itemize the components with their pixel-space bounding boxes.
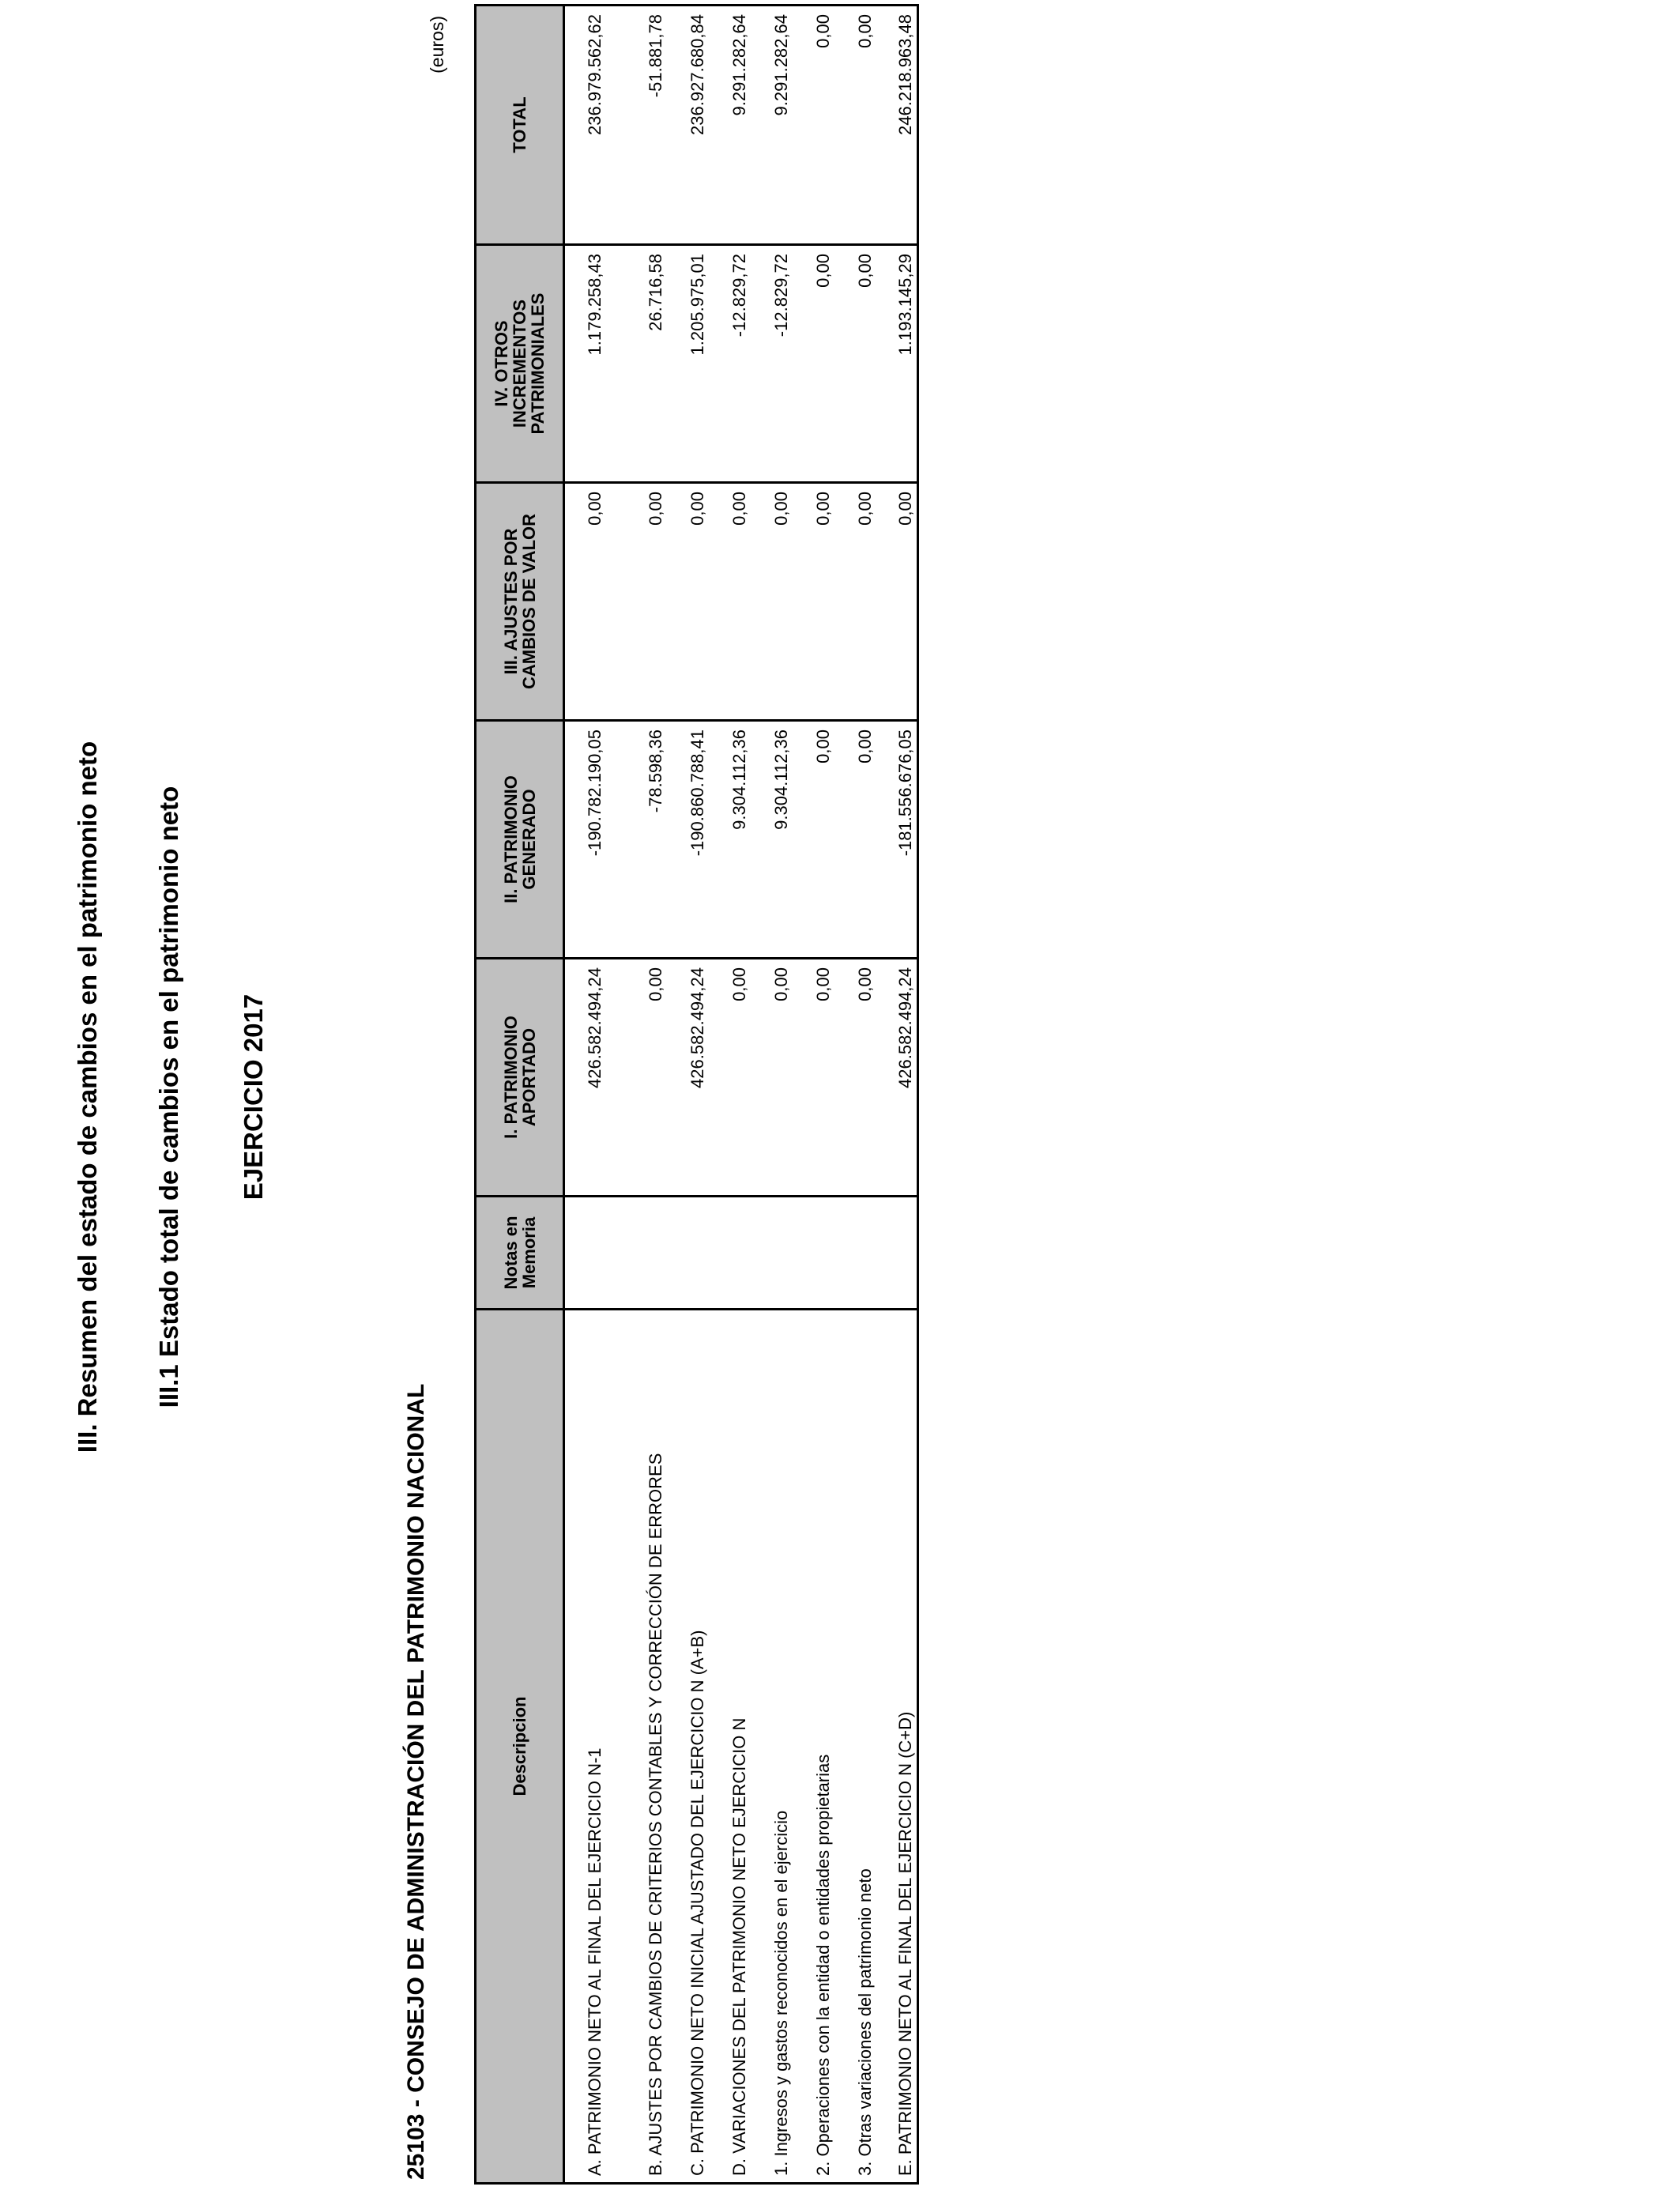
report-title: III. Resumen del estado de cambios en el patrimonio neto <box>73 741 102 1453</box>
row-generado: -78.598,36 <box>606 721 667 959</box>
row-notes <box>834 1197 876 1310</box>
row-generado: 0,00 <box>793 721 834 959</box>
currency-units: (euros) <box>427 16 447 74</box>
row-ajustes: 0,00 <box>606 483 667 721</box>
row-notes <box>667 1197 709 1310</box>
row-description: 3. Otras variaciones del patrimonio neto <box>834 1310 876 2184</box>
row-ajustes: 0,00 <box>793 483 834 721</box>
row-total: 246.218.963,48 <box>876 6 918 245</box>
entity-name: 25103 - CONSEJO DE ADMINISTRACIÓN DEL PATRIMONIO NACIONAL <box>403 1383 429 2180</box>
row-aportado: 0,00 <box>709 959 751 1197</box>
table-row <box>709 6 751 2184</box>
row-description: A. PATRIMONIO NETO AL FINAL DEL EJERCICIO N-1 <box>564 1310 606 2184</box>
row-total: 236.979.562,62 <box>564 6 606 245</box>
header-patrimonio-aportado: I. PATRIMONIO APORTADO <box>476 959 564 1197</box>
header-ajustes-valor: III. AJUSTES POR CAMBIOS DE VALOR <box>476 483 564 721</box>
row-otros: 1.179.258,43 <box>564 245 606 483</box>
row-description: 1. Ingresos y gastos reconocidos en el ejercicio <box>751 1310 793 2184</box>
row-generado: 9.304.112,36 <box>751 721 793 959</box>
header-descripcion: Descripcion <box>476 1310 564 2184</box>
row-aportado: 0,00 <box>793 959 834 1197</box>
table-row <box>751 6 793 2184</box>
header-total: TOTAL <box>476 6 564 245</box>
row-description: C. PATRIMONIO NETO INICIAL AJUSTADO DEL EJERCICIO N (A+B) <box>667 1310 709 2184</box>
table-row <box>606 6 667 2184</box>
row-otros: -12.829,72 <box>709 245 751 483</box>
row-description: 2. Operaciones con la entidad o entidades propietarias <box>793 1310 834 2184</box>
row-aportado: 0,00 <box>751 959 793 1197</box>
row-aportado: 426.582.494,24 <box>876 959 918 1197</box>
row-total: -51.881,78 <box>606 6 667 245</box>
row-notes <box>751 1197 793 1310</box>
table-row <box>793 6 834 2184</box>
row-description: E. PATRIMONIO NETO AL FINAL DEL EJERCICIO N (C+D) <box>876 1310 918 2184</box>
row-generado: -190.782.190,05 <box>564 721 606 959</box>
row-otros: 26.716,58 <box>606 245 667 483</box>
table-row <box>667 6 709 2184</box>
row-otros: 1.193.145,29 <box>876 245 918 483</box>
fiscal-year: EJERCICIO 2017 <box>239 993 268 1201</box>
row-otros: 1.205.975,01 <box>667 245 709 483</box>
row-aportado: 0,00 <box>606 959 667 1197</box>
row-otros: -12.829,72 <box>751 245 793 483</box>
row-ajustes: 0,00 <box>834 483 876 721</box>
row-notes <box>876 1197 918 1310</box>
row-generado: -181.556.676,05 <box>876 721 918 959</box>
table-row <box>564 6 606 2184</box>
row-total: 0,00 <box>793 6 834 245</box>
row-otros: 0,00 <box>793 245 834 483</box>
table-row <box>876 6 918 2184</box>
row-generado: 9.304.112,36 <box>709 721 751 959</box>
equity-changes-table <box>474 4 919 2185</box>
row-total: 0,00 <box>834 6 876 245</box>
row-generado: 0,00 <box>834 721 876 959</box>
row-ajustes: 0,00 <box>876 483 918 721</box>
row-description: B. AJUSTES POR CAMBIOS DE CRITERIOS CONTABLES Y CORRECCIÓN DE ERRORES <box>606 1310 667 2184</box>
report-subtitle: III.1 Estado total de cambios en el patrimonio neto <box>154 786 183 1408</box>
row-generado: -190.860.788,41 <box>667 721 709 959</box>
row-ajustes: 0,00 <box>564 483 606 721</box>
row-ajustes: 0,00 <box>751 483 793 721</box>
row-notes <box>709 1197 751 1310</box>
row-ajustes: 0,00 <box>709 483 751 721</box>
row-aportado: 426.582.494,24 <box>667 959 709 1197</box>
row-otros: 0,00 <box>834 245 876 483</box>
row-aportado: 0,00 <box>834 959 876 1197</box>
row-notes <box>606 1197 667 1310</box>
row-total: 9.291.282,64 <box>709 6 751 245</box>
header-otros-incrementos: IV. OTROS INCREMENTOS PATRIMONIALES <box>476 245 564 483</box>
row-notes <box>793 1197 834 1310</box>
row-aportado: 426.582.494,24 <box>564 959 606 1197</box>
row-total: 236.927.680,84 <box>667 6 709 245</box>
row-notes <box>564 1197 606 1310</box>
row-ajustes: 0,00 <box>667 483 709 721</box>
row-description: D. VARIACIONES DEL PATRIMONIO NETO EJERCICIO N <box>709 1310 751 2184</box>
header-patrimonio-generado: II. PATRIMONIO GENERADO <box>476 721 564 959</box>
table-row <box>834 6 876 2184</box>
table-header-row <box>476 6 564 2184</box>
header-notas: Notas en Memoria <box>476 1197 564 1310</box>
row-total: 9.291.282,64 <box>751 6 793 245</box>
